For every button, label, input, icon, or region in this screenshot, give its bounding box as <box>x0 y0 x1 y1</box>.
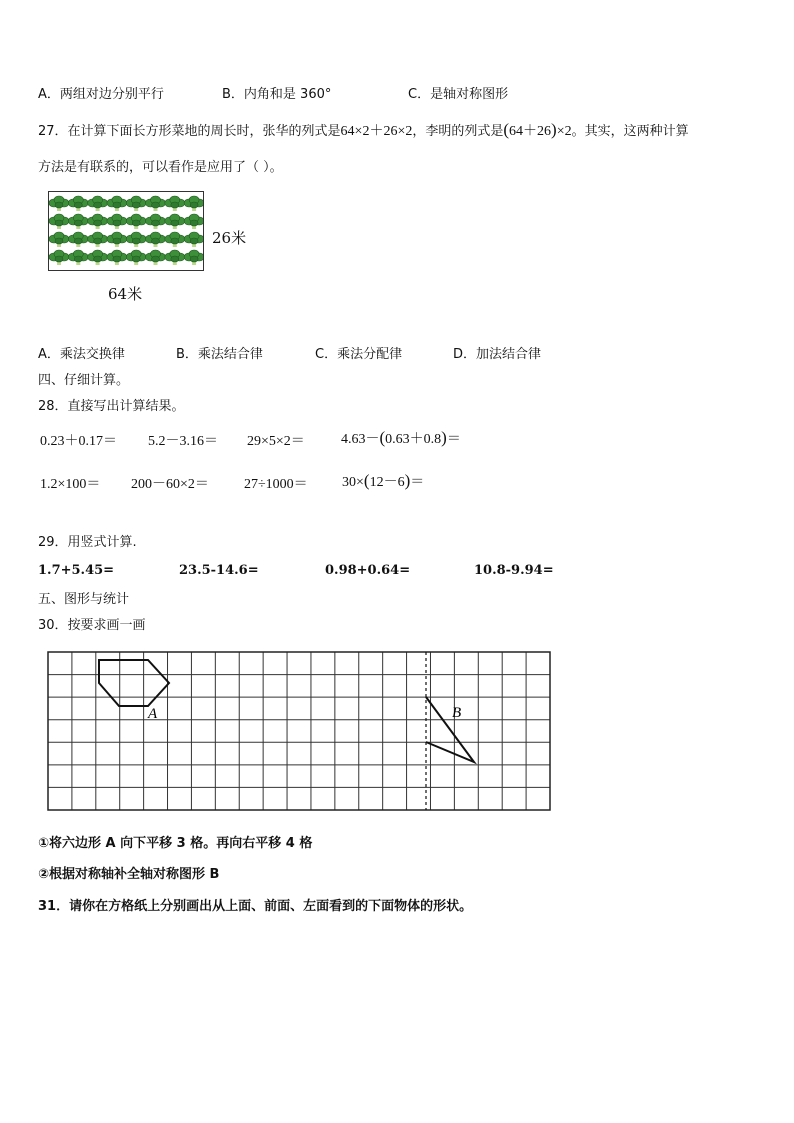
vegetable-field-rectangle <box>48 191 204 271</box>
grid-paper <box>44 648 554 814</box>
cabbage-icon <box>107 232 127 247</box>
q31-title: 31．请你在方格纸上分别画出从上面、前面、左面看到的下面物体的形状。 <box>38 899 473 914</box>
cabbage-icon <box>184 232 203 247</box>
q28-expr-7: 27÷1000＝ <box>244 477 308 492</box>
section-4-title: 四、仔细计算。 <box>38 373 130 388</box>
q27-zhang-expression: 64×2＋26×2 <box>340 124 413 139</box>
cabbage-icon <box>88 196 108 211</box>
cabbage-icon <box>146 250 166 265</box>
cabbage-icon <box>184 214 203 229</box>
q30-task-2: ②根据对称轴补全轴对称图形 B <box>38 867 220 882</box>
q29-title: 29．用竖式计算. <box>38 535 137 550</box>
cabbage-icon <box>146 196 166 211</box>
q27-line1: 27．在计算下面长方形菜地的周长时，张华的列式是64×2＋26×2，李明的列式是(64＋26)×2。其实，这两种计算 <box>38 120 689 139</box>
cabbage-icon <box>88 214 108 229</box>
cabbage-icon <box>107 196 127 211</box>
q27-tail: 。其实，这两种计算 <box>571 124 689 139</box>
cabbage-icon <box>49 250 69 265</box>
grid-border <box>48 652 550 810</box>
cabbage-icon <box>107 214 127 229</box>
q26-option-b: B．内角和是 360° <box>222 87 332 102</box>
hexagon-a-label: A <box>148 706 158 722</box>
q30-title: 30．按要求画一画 <box>38 618 146 633</box>
cabbage-icon <box>49 214 69 229</box>
half-figure-b <box>426 697 474 762</box>
cabbage-icon <box>126 214 146 229</box>
cabbage-icon <box>68 196 88 211</box>
q27-li-expression: 64＋26 <box>509 124 552 139</box>
q27-option-c: C．乘法分配律 <box>315 347 403 362</box>
hexagon-a <box>99 660 169 706</box>
cabbage-icon <box>165 214 185 229</box>
q27-option-b: B．乘法结合律 <box>176 347 263 362</box>
cabbage-icon <box>68 232 88 247</box>
q27-option-d: D．加法结合律 <box>453 347 542 362</box>
q26-option-a: A．两组对边分别平行 <box>38 87 164 102</box>
q29-item-4: 10.8-9.94= <box>474 563 554 578</box>
q27-prefix: 27．在计算下面长方形菜地的周长时，张华的列式是 <box>38 124 341 139</box>
q27-line2: 方法是有联系的，可以看作是应用了（ ）。 <box>38 160 283 175</box>
cabbage-icon <box>68 214 88 229</box>
cabbage-icon <box>126 196 146 211</box>
cabbage-icon <box>146 232 166 247</box>
q28-expr-6: 200－60×2＝ <box>131 477 209 492</box>
cabbage-icon <box>88 232 108 247</box>
q28-expr-8: 30×(12－6)＝ <box>342 471 425 490</box>
cabbage-icon <box>146 214 166 229</box>
q28-expr-3: 29×5×2＝ <box>247 434 305 449</box>
cabbage-icon <box>126 232 146 247</box>
q28-expr-2: 5.2－3.16＝ <box>148 434 218 449</box>
section-5-title: 五、图形与统计 <box>38 592 130 607</box>
cabbage-icon <box>68 250 88 265</box>
field-width-label: 26米 <box>212 229 247 247</box>
q29-item-3: 0.98+0.64= <box>325 563 411 578</box>
cabbage-icon <box>49 232 69 247</box>
cabbage-icon <box>49 196 69 211</box>
cabbage-icon <box>126 250 146 265</box>
q26-option-c: C．是轴对称图形 <box>408 87 509 102</box>
cabbage-icon <box>88 250 108 265</box>
cabbage-icon <box>165 232 185 247</box>
cabbage-icon <box>165 250 185 265</box>
q29-item-2: 23.5-14.6= <box>179 563 259 578</box>
q29-item-1: 1.7+5.45= <box>38 563 115 578</box>
q28-expr-1: 0.23＋0.17＝ <box>40 434 117 449</box>
q28-expr-5: 1.2×100＝ <box>40 477 101 492</box>
q27-mid: ，李明的列式是 <box>412 124 504 139</box>
cabbage-icon <box>184 250 203 265</box>
cabbage-icon <box>165 196 185 211</box>
q27-li-suffix: ×2 <box>556 124 572 139</box>
field-length-label: 64米 <box>108 285 143 303</box>
q30-task-1: ①将六边形 A 向下平移 3 格。再向右平移 4 格 <box>38 836 313 851</box>
cabbage-icon <box>184 196 203 211</box>
q28-title: 28．直接写出计算结果。 <box>38 399 185 414</box>
q28-expr-4: 4.63－(0.63＋0.8)＝ <box>341 428 461 447</box>
cabbage-grid <box>49 192 203 270</box>
q27-option-a: A．乘法交换律 <box>38 347 125 362</box>
figure-b-label: B <box>452 705 462 721</box>
cabbage-icon <box>107 250 127 265</box>
